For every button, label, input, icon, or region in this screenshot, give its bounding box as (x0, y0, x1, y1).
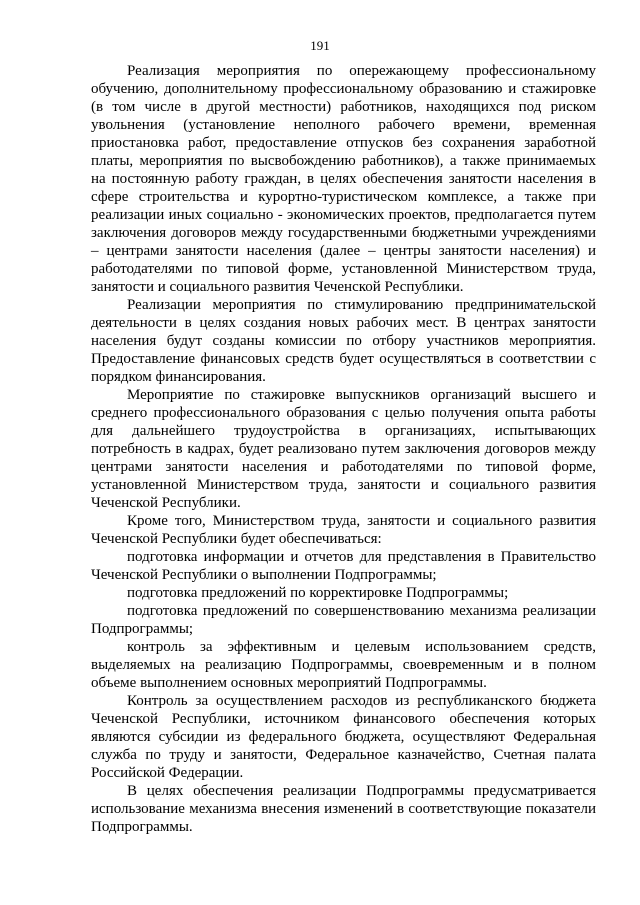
paragraph-entrepreneurship: Реализации мероприятия по стимулированию предпринимательской деятельности в целях создания новых рабочих мест. В центрах занятости населения будут созданы комиссии по отбору участников мероприятия. Предоставление финансовых средств будет осуществляться в соответствии с порядком финансирования. (91, 297, 596, 385)
paragraph-training-measures: Реализация мероприятия по опережающему профессиональному обучению, дополнительному профессиональному образованию и стажировке (в том числе в другой местности) работников, находящихся под риском увольнения (установление неполного рабочего времени, временная приостановка работ, предоставление отпусков без сохранения заработной платы, мероприятия по высвобождению работников), а также принимаемых на постоянную работу граждан, в целях обеспечения занятости населения в сфере строительства и курортно-туристическом комплексе, а также при реализации иных социально - экономических проектов, предполагается путем заключения договоров между государственными бюджетными учреждениями – центрами занятости населения (далее – центры занятости населения) и работодателями по типовой форме, установленной Министерством труда, занятости и социального развития Чеченской Республики. (91, 63, 596, 295)
page-number: 191 (310, 38, 330, 53)
paragraph-amendments: В целях обеспечения реализации Подпрограммы предусматривается использование механизма внесения изменений в соответствующие показатели Подпрограммы. (91, 783, 596, 835)
paragraph-duty-improvements: подготовка предложений по совершенствованию механизма реализации Подпрограммы; (91, 603, 596, 637)
paragraph-ministry-duties-intro: Кроме того, Министерством труда, занятости и социального развития Чеченской Республики будет обеспечиваться: (91, 513, 596, 547)
paragraph-expenditure-control: Контроль за осуществлением расходов из республиканского бюджета Чеченской Республики, источником финансового обеспечения которых являются субсидии из федерального бюджета, осуществляют Федеральная служба по труду и занятости, Федеральное казначейство, Счетная палата Российской Федерации. (91, 693, 596, 781)
document-body (91, 62, 596, 836)
paragraph-duty-control: контроль за эффективным и целевым использованием средств, выделяемых на реализацию Подпрограммы, своевременным и в полном объеме выполнением основных мероприятий Подпрограммы. (91, 639, 596, 691)
paragraph-duty-adjustments: подготовка предложений по корректировке Подпрограммы; (127, 585, 509, 601)
paragraph-graduate-internship: Мероприятие по стажировке выпускников организаций высшего и среднего профессионального образования с целью получения опыта работы для дальнейшего трудоустройства в организациях, испытывающих потребность в кадрах, будет реализовано путем заключения договоров между центрами занятости населения и работодателями по типовой форме, установленной Министерством труда, занятости и социального развития Чеченской Республики. (91, 387, 596, 511)
paragraph-duty-reports: подготовка информации и отчетов для представления в Правительство Чеченской Республики о выполнении Подпрограммы; (91, 549, 596, 583)
